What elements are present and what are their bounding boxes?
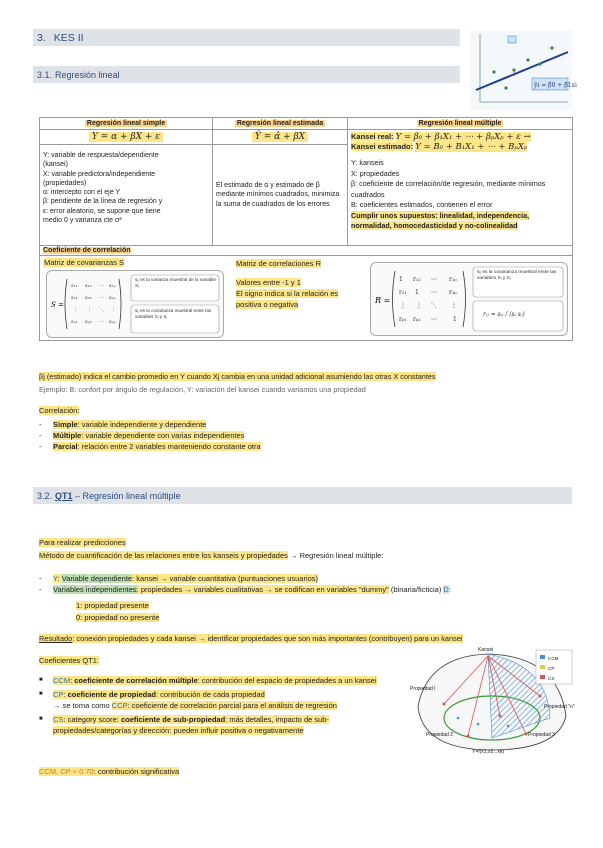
section-3-number: 3. <box>37 31 46 44</box>
figure-formula-label: ŷi = β̂0 + β̂1xi <box>534 82 577 89</box>
section-3-title: KES II <box>53 31 84 44</box>
section-32-number: 3.2. <box>37 490 53 501</box>
svg-text:⋯: ⋯ <box>431 316 437 323</box>
variables-list <box>39 573 579 595</box>
beta-line: βj (estimado) indica el cambio promedio en Y cuando Xj cambia en una unidad adicional asumiendo las otras X constantes <box>39 372 436 381</box>
legend-swatch-cs <box>540 675 545 679</box>
col1-body: Y: variable de respuesta/dependiente (kansei) X: variable predictora/independiente (propiedades) α: intercepto con el eje Y β: pendiente de la línea de regresión y ε: error aleatorio, se supone que tiene medio 0 y varianza cte σ² <box>40 145 213 246</box>
regression-line-figure <box>470 30 577 110</box>
svg-text:rₚ₂: rₚ₂ <box>413 316 421 323</box>
col2-header: Regresión lineal estimada <box>213 118 348 130</box>
svg-text:r₂ₚ: r₂ₚ <box>449 289 457 296</box>
cov-note-1: sₓ es la varianza muestral de la variable Xⱼ <box>135 277 216 288</box>
corr-header-row: Coeficiente de correlación <box>40 246 573 256</box>
list-item: ■ CCM: coeficiente de correlación múltiple: contribución del espacio de propiedades a un kansei <box>39 675 405 687</box>
metodo-line: Método de cuantificación de las relaciones entre los kanseis y propiedades → Regresión lineal múltiple: <box>39 551 384 560</box>
diagram-prop2-label: Propiedad 2 <box>426 732 453 738</box>
coef-title: Coeficientes QT1: <box>39 656 100 665</box>
example-line: Ejemplo: B: confort por ángulo de regulación, Y: variación del kansei cuando variamos una propiedad <box>39 385 366 394</box>
correlacion-list <box>39 419 559 452</box>
cov-note-2: sᵢⱼ es la covarianza muestral entre las variables Xᵢ y Xⱼ <box>135 308 212 319</box>
svg-text:⋯: ⋯ <box>99 319 104 325</box>
svg-text:⋮: ⋮ <box>451 302 457 309</box>
col2-body: El estimado de α y estimado de β mediante mínimos cuadrados, minimiza la suma de cuadrados de los errores <box>213 145 348 246</box>
svg-text:sₚₚ: sₚₚ <box>109 319 116 325</box>
diagram-prop3-label: Propiedad 3 <box>528 732 555 738</box>
svg-text:⋮: ⋮ <box>87 307 92 313</box>
diagram-propn-label: Propiedad "n" <box>544 704 575 710</box>
svg-text:sₚ₁: sₚ₁ <box>71 319 78 325</box>
resultado-line: Resultado: conexión propiedades y cada kansei → identificar propiedades que son más importantes (contribuyen) para un kansei <box>39 634 463 643</box>
diagram-prop1-label: Propiedad I <box>410 686 436 692</box>
section-32-code: QT1 <box>55 490 73 501</box>
svg-text:sₚ₂: sₚ₂ <box>85 319 92 325</box>
qt1-diagram <box>408 646 576 756</box>
corr-matrix-figure <box>370 262 568 336</box>
svg-text:⋯: ⋯ <box>431 289 437 296</box>
col3-lines: Y: kanseis X: propiedades β: coeficiente de correlación/de regresión, mediante mínimos cuadrados B: coeficientes estimados, contienen el error Cumplir unos supuestos: linealidad, independencia, normalidad, homocedasticidad y no-colinealidad <box>351 158 546 230</box>
svg-text:r₂₁: r₂₁ <box>399 289 407 296</box>
list-item: - Simple: variable independiente y dependiente <box>39 419 559 430</box>
svg-text:⋮: ⋮ <box>416 302 422 309</box>
list-item: ■ CS: category score: coeficiente de sub-propiedad: más detalles, impacto de sub-propiedades/categorías y dirección: pueden influir positiva o negativamente <box>39 714 405 737</box>
section-31-header <box>33 66 460 83</box>
svg-text:s₁ₚ: s₁ₚ <box>109 283 116 289</box>
para-realizar: Para realizar predicciones <box>39 538 126 547</box>
svg-text:⋯: ⋯ <box>99 283 104 289</box>
section-32-header <box>33 487 572 504</box>
corrm-note-1: sᵢⱼ es la covarianza muestral entre las variables Xᵢ y Xⱼ <box>477 270 557 281</box>
col3-body: Kansei real: Y = β₀ + β₁X₁ + ⋯ + βₚXₚ + ε → Kansei estimado: Y = B₀ + B₁X₁ + ⋯ + BₚXₚ Y: kanseis X: propiedades β: coeficiente de correlación/de regresión, mediante mínimos cuadrados B: coeficientes estimados, contienen el error Cumplir unos supuestos: linealidad, independencia, normalidad, homocedasticidad y no-colinealidad <box>348 130 573 246</box>
ccm-cp-line: CCM, CP > 0.70: contribución significativa <box>39 767 180 776</box>
svg-text:s₁₂: s₁₂ <box>85 283 92 289</box>
corrm-text: Matriz de correlaciones R Valores entre -1 y 1 El signo indica si la relación es positiva o negativa <box>236 259 339 309</box>
cov-title: Matriz de covarianzas S <box>44 258 125 267</box>
list-item: - Múltiple: variable dependiente con varias independientes <box>39 430 559 441</box>
section-32-title: – Regresión lineal múltiple <box>72 490 181 501</box>
col3-header: Regresión lineal múltiple <box>348 118 573 130</box>
svg-text:s₁₁: s₁₁ <box>71 283 78 289</box>
col1-header: Regresión lineal simple <box>40 118 213 130</box>
svg-text:s₂ₚ: s₂ₚ <box>109 295 116 301</box>
dummy-values: 1: propiedad presente 0: propiedad no presente <box>76 601 160 622</box>
svg-text:⋱: ⋱ <box>431 302 437 309</box>
svg-text:S =: S = <box>51 301 64 309</box>
section-31-number: 3.1. <box>37 69 53 80</box>
svg-text:⋯: ⋯ <box>99 295 104 301</box>
svg-text:⋮: ⋮ <box>111 307 116 313</box>
corrm-note-2: rᵢⱼ = sᵢⱼ / (sᵢ sⱼ) <box>483 311 525 318</box>
section-3-header <box>33 29 460 46</box>
col2-formula: Ŷ = α̂ + βX <box>213 130 348 145</box>
coef-list <box>39 675 405 737</box>
diagram-caption: Y=f(x1,x2...xk) <box>472 749 505 755</box>
svg-text:R =: R = <box>375 296 391 305</box>
svg-text:⋮: ⋮ <box>400 302 406 309</box>
svg-text:r₁₂: r₁₂ <box>413 276 421 283</box>
diagram-kansei-label: Kansei <box>478 647 494 653</box>
corr-row <box>40 256 573 341</box>
list-item: - Parcial: relación entre 2 variables manteniendo constante otra <box>39 441 559 452</box>
svg-text:⋯: ⋯ <box>431 276 437 283</box>
svg-text:r₁ₚ: r₁ₚ <box>449 276 457 283</box>
svg-text:rₚ₁: rₚ₁ <box>399 316 407 323</box>
svg-text:⋮: ⋮ <box>73 307 78 313</box>
section-31-title: Regresión lineal <box>55 69 120 80</box>
list-item: ■ CP: coeficiente de propiedad: contribución de cada propiedad → se toma como CCP: coeficiente de correlación parcial para el análisis de regresión <box>39 689 405 712</box>
svg-text:1: 1 <box>399 276 403 283</box>
correlacion-title: Correlación: <box>39 406 80 415</box>
svg-text:⋱: ⋱ <box>99 307 104 313</box>
col1-formula: Y = α + βX + ε <box>40 130 213 145</box>
regression-table <box>39 117 573 341</box>
list-item: - Y: Variable dependiente: kansei → variable cuantitativa (puntuaciones usuarios) <box>39 573 579 584</box>
list-item: - Variables independientes: propiedades → variables cualitativas → se codifican en variables "dummy" (binaria/ficticia) D: <box>39 584 579 595</box>
svg-text:s₂₁: s₂₁ <box>71 295 78 301</box>
diagram-legend: CCM CP CS <box>548 656 559 681</box>
legend-swatch-cp <box>540 665 545 669</box>
svg-text:s₂₂: s₂₂ <box>85 295 92 301</box>
svg-text:1: 1 <box>415 289 419 296</box>
cov-matrix-figure <box>46 270 224 338</box>
svg-text:1: 1 <box>453 316 457 323</box>
legend-swatch-ccm <box>540 655 545 659</box>
